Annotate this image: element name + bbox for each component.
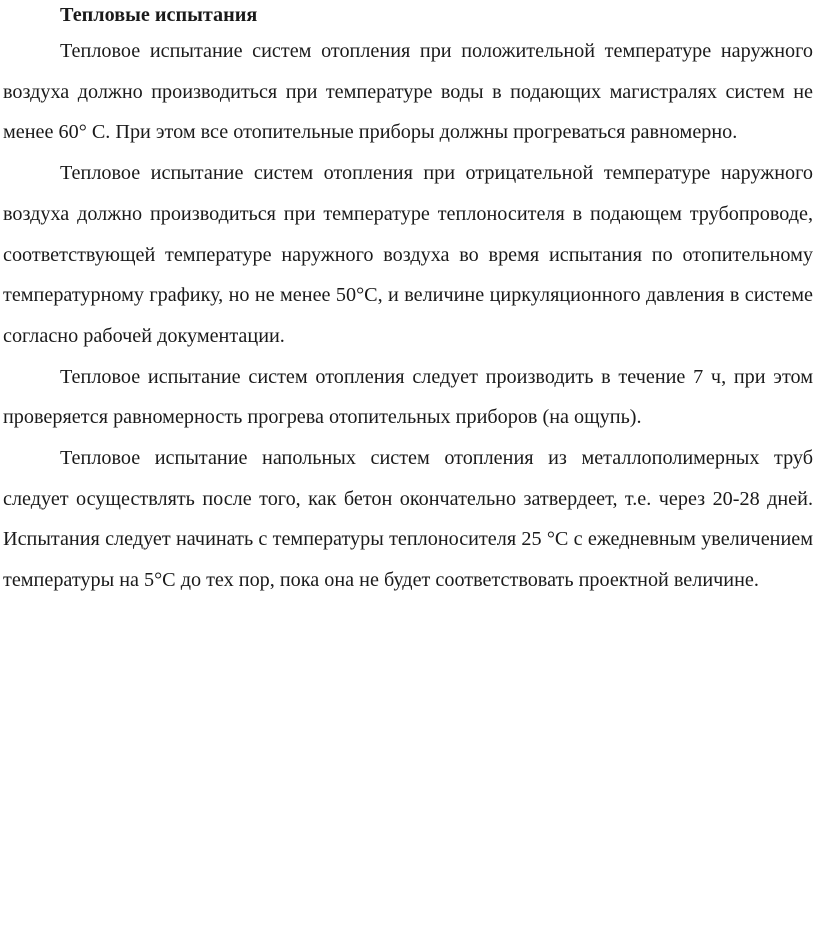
paragraph-floor-systems: Тепловое испытание напольных систем отопления из металлополимерных труб следует осуществлять после того, как бетон окончательно затвердеет, т.е. через 20-28 дней. Испытания следует начинать с температуры теплоносителя 25 °С с ежедневным увеличением температуры на 5°С до тех пор, пока она не будет соответствовать проектной величине. [3, 447, 813, 592]
paragraph-test-duration: Тепловое испытание систем отопления следует производить в течение 7 ч, при этом проверяется равномерность прогрева отопительных приборов (на ощупь). [3, 365, 813, 429]
paragraph-negative-temperature: Тепловое испытание систем отопления при отрицательной температуре наружного воздуха должно производиться при температуре теплоносителя в подающем трубопроводе, соответствующей температуре наружного воздуха во время испытания по отопительному температурному графику, но не менее 50°С, и величине циркуляционного давления в системе согласно рабочей документации. [3, 162, 813, 347]
section-heading: Тепловые испытания [60, 4, 258, 26]
paragraph-positive-temperature: Тепловое испытание систем отопления при положительной температуре наружного воздуха должно производиться при температуре воды в подающих магистралях систем не менее 60° С. При этом все отопительные приборы должны прогреваться равномерно. [3, 40, 813, 144]
